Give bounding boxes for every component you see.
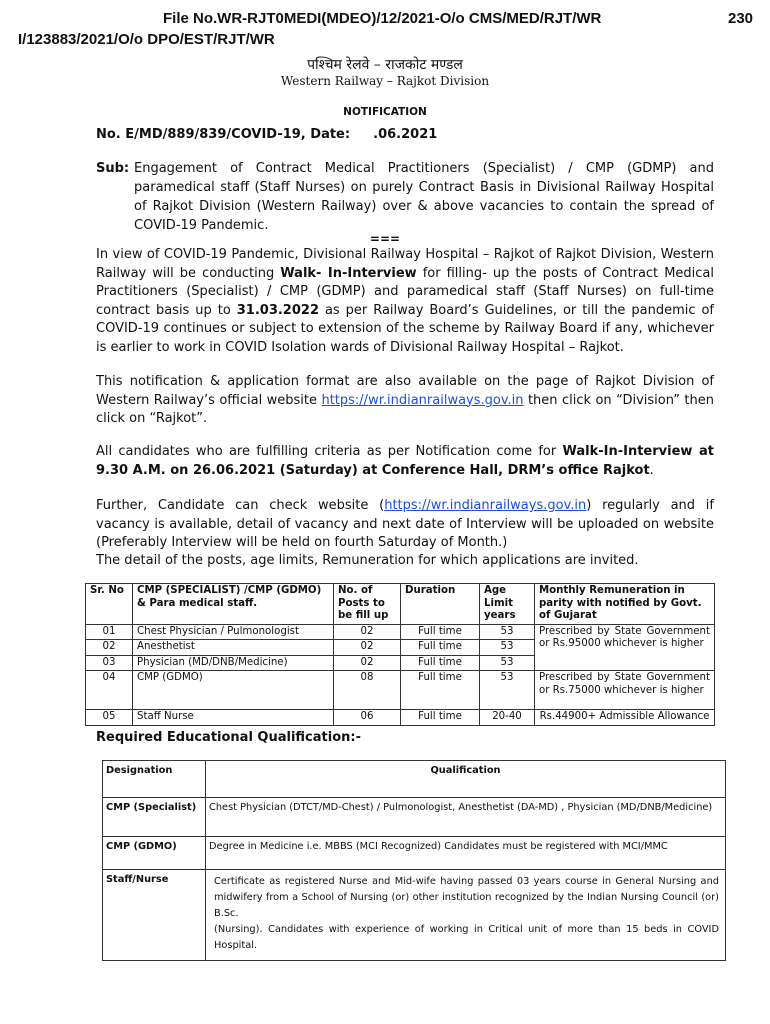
posts-table: [85, 583, 715, 726]
table-row: [103, 870, 726, 961]
file-number-secondary: I/123883/2021/O/o DPO/EST/RJT/WR: [18, 31, 275, 48]
contract-end-date: 31.03.2022: [236, 302, 319, 318]
reference-no: No. E/MD/889/839/COVID-19, Date:: [96, 127, 351, 142]
cell-posts: 08: [334, 671, 401, 710]
website-link-2[interactable]: https://wr.indianrailways.gov.in: [384, 498, 587, 513]
col-post: CMP (SPECIALIST) /CMP (GDMO) & Para medical staff.: [133, 584, 334, 625]
cell-duration: Full time: [401, 710, 480, 726]
table-row: [86, 624, 715, 640]
para4-text-b: ) regularly and if vacancy is available, detail of vacancy and next date of Interview will be uploaded on website (Preferably Interview will be held on fourth Saturday of Month.): [96, 498, 714, 551]
table-row: [103, 798, 726, 837]
col-age-limit: Age Limit years: [480, 584, 535, 625]
table-row: [86, 671, 715, 710]
table-row: [86, 710, 715, 726]
para3-text-a: All candidates who are fulfilling criteria as per Notification come for: [96, 444, 563, 459]
cell-sr: 03: [86, 655, 133, 671]
cell-post: CMP (GDMO): [133, 671, 334, 710]
cell-sr: 04: [86, 671, 133, 710]
cell-designation: Staff/Nurse: [103, 870, 206, 961]
walk-in-interview-text: Walk- In-Interview: [280, 265, 417, 281]
reference-number: [96, 127, 437, 142]
separator: ===: [369, 232, 401, 246]
interview-details: Walk-In-Interview at 9.30 A.M. on 26.06.2021 (Saturday) at Conference Hall, DRM’s office Rajkot: [96, 444, 715, 478]
cell-post: Physician (MD/DNB/Medicine): [133, 655, 334, 671]
notification-title: NOTIFICATION: [343, 106, 427, 118]
cell-remuneration-gdmo: Prescribed by State Government or Rs.75000 whichever is higher: [535, 671, 715, 710]
cell-posts: 06: [334, 710, 401, 726]
para2-text-a: This notification & application format are also available on the page of Rajkot Division of Western Railway’s official website: [96, 374, 714, 408]
cell-post: Anesthetist: [133, 640, 334, 656]
para1-text-c: for filling- up the posts of Contract Medical Practitioners (Specialist) / CMP (GDMP) and paramedical staff (Staff Nurses) on full-time contract basis up to: [96, 265, 714, 318]
cell-qualification: [206, 870, 726, 961]
col-posts-count: No. of Posts to be fill up: [334, 584, 401, 625]
cell-posts: 02: [334, 655, 401, 671]
cell-sr: 02: [86, 640, 133, 656]
subject-block: [96, 159, 714, 235]
cell-post: Chest Physician / Pulmonologist: [133, 624, 334, 640]
cell-qualification: Degree in Medicine i.e. MBBS (MCI Recognized) Candidates must be registered with MCI/MMC: [206, 837, 726, 870]
qualification-nurse-text: Certificate as registered Nurse and Mid-wife having passed 03 years course in General Nursing and midwifery from a School of Nursing (or) other institution recognized by the Indian Nursing Council (or) B.Sc.: [214, 876, 719, 919]
cell-duration: Full time: [401, 655, 480, 671]
para1-text-e: as per Railway Board’s Guidelines, or till the pandemic of COVID-19 continues or subject to extension of the scheme by Railway Board if any, whichever is earlier to work in COVID Isolation wards of Divisional Railway Hospital – Rajkot.: [96, 302, 715, 355]
letterhead-english: Western Railway – Rajkot Division: [280, 74, 490, 88]
reference-date: .06.2021: [373, 127, 438, 142]
cell-posts: 02: [334, 640, 401, 656]
col-sr-no: Sr. No: [86, 584, 133, 625]
cell-designation: CMP (GDMO): [103, 837, 206, 870]
subject-text: Engagement of Contract Medical Practitioners (Specialist) / CMP (GDMP) and paramedical staff (Staff Nurses) on purely Contract Basis in Divisional Railway Hospital of Rajkot Division (Western Railway) over & above vacancies to contain the spread of COVID-19 Pandemic.: [134, 161, 714, 233]
table-header-row: [103, 761, 726, 798]
file-number: File No.WR-RJT0MEDI(MDEO)/12/2021-O/o CMS/MED/RJT/WR: [163, 10, 602, 27]
cell-duration: Full time: [401, 624, 480, 640]
cell-duration: Full time: [401, 671, 480, 710]
cell-post: Staff Nurse: [133, 710, 334, 726]
cell-designation: CMP (Specialist): [103, 798, 206, 837]
paragraph-posts-detail: The detail of the posts, age limits, Remuneration for which applications are invited.: [96, 553, 639, 568]
col-designation: Designation: [103, 761, 206, 798]
cell-qualification: Chest Physician (DTCT/MD-Chest) / Pulmonologist, Anesthetist (DA-MD) , Physician (MD/DNB/Medicine): [206, 798, 726, 837]
letterhead-hindi: पश्चिम रेलवे – राजकोट मण्डल: [307, 57, 463, 73]
cell-posts: 02: [334, 624, 401, 640]
paragraph-website: [96, 373, 714, 429]
paragraph-intro: [96, 246, 714, 358]
col-remuneration: Monthly Remuneration in parity with notified by Govt. of Gujarat: [535, 584, 715, 625]
paragraph-walk-in: [96, 443, 714, 480]
cell-sr: 05: [86, 710, 133, 726]
paragraph-further: [96, 497, 714, 553]
para2-text-b: then click on “Division” then click on “Rajkot”.: [96, 392, 714, 427]
qualification-table: [102, 760, 726, 961]
cell-remuneration-nurse: Rs.44900+ Admissible Allowance: [535, 710, 715, 726]
para4-text-a: Further, Candidate can check website (: [96, 498, 385, 513]
cell-duration: Full time: [401, 640, 480, 656]
cell-sr: 01: [86, 624, 133, 640]
col-duration: Duration: [401, 584, 480, 625]
qualification-nurse-text-2: (Nursing). Candidates with experience of working in Critical unit of more than 15 beds in COVID Hospital.: [214, 924, 719, 951]
para1-text-a: In view of COVID-19 Pandemic, Divisional Railway Hospital – Rajkot of Rajkot Division, Western Railway will be conducting: [96, 247, 714, 281]
cell-age: 20-40: [480, 710, 535, 726]
website-link[interactable]: https://wr.indianrailways.gov.in: [321, 392, 524, 408]
qualification-heading: Required Educational Qualification:-: [96, 730, 361, 745]
page-number: 230: [728, 10, 754, 27]
table-header-row: [86, 584, 715, 625]
subject-label: Sub:: [96, 161, 130, 176]
cell-age: 53: [480, 624, 535, 640]
cell-remuneration-specialist: Prescribed by State Government or Rs.95000 whichever is higher: [535, 624, 715, 671]
table-row: [103, 837, 726, 870]
col-qualification: Qualification: [206, 761, 726, 798]
cell-age: 53: [480, 640, 535, 656]
cell-age: 53: [480, 671, 535, 710]
cell-age: 53: [480, 655, 535, 671]
para3-text-c: .: [649, 462, 654, 478]
